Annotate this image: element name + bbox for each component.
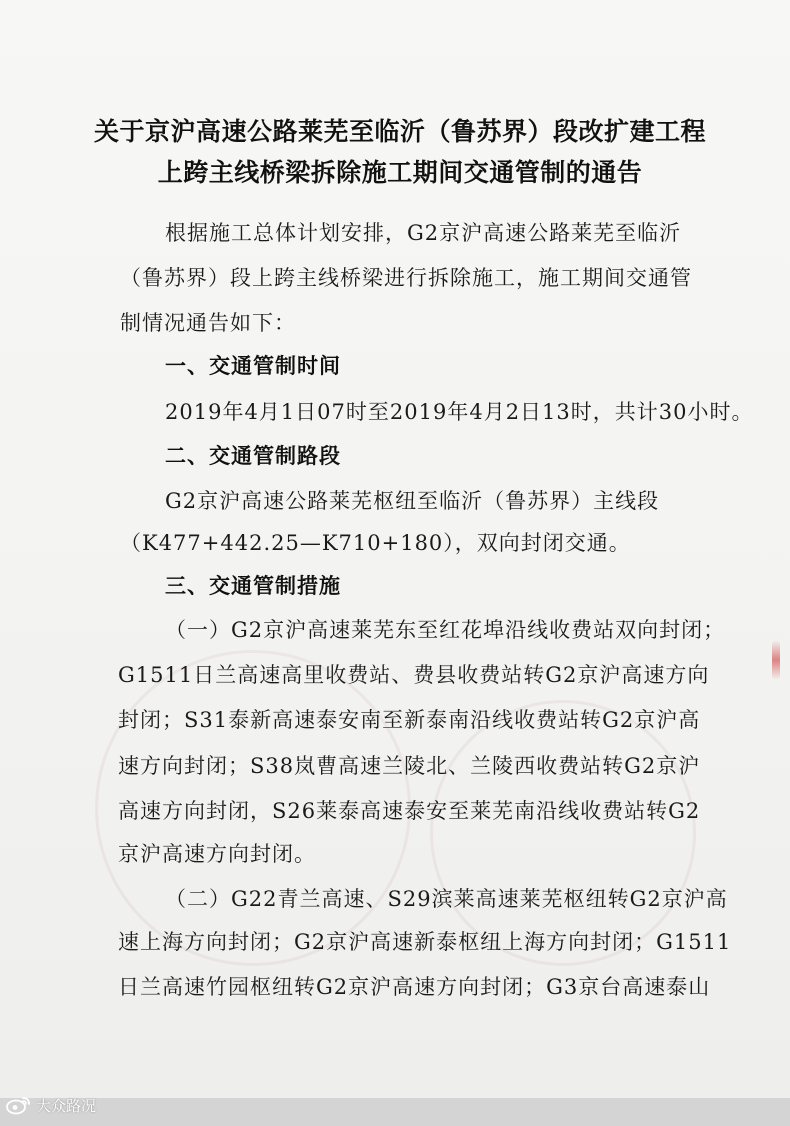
body-line: G2京沪高速公路莱芜枢纽至临沂（鲁苏界）主线段 xyxy=(165,489,660,513)
section-heading-route: 二、交通管制路段 xyxy=(165,443,341,468)
red-ink-mark xyxy=(772,640,780,680)
body-line: 高速方向封闭，S26莱泰高速泰安至莱芜南沿线收费站转G2 xyxy=(118,799,701,823)
notice-title-line-1: 关于京沪高速公路莱芜至临沂（鲁苏界）段改扩建工程 xyxy=(93,117,706,146)
body-line: （K477+442.25—K710+180），双向封闭交通。 xyxy=(120,531,631,555)
weibo-logo-icon xyxy=(6,1095,32,1115)
body-line: 根据施工总体计划安排，G2京沪高速公路莱芜至临沂 xyxy=(165,221,682,245)
body-line: G1511日兰高速高里收费站、费县收费站转G2京沪高速方向 xyxy=(118,663,710,687)
body-line: 日兰高速竹园枢纽转G2京沪高速方向封闭；G3京台高速泰山 xyxy=(118,975,711,999)
body-line: 速方向封闭；S38岚曹高速兰陵北、兰陵西收费站转G2京沪 xyxy=(118,754,701,778)
watermark-text: 大众路况 xyxy=(36,1096,97,1115)
section-heading-measures: 三、交通管制措施 xyxy=(165,573,341,598)
body-line: 制情况通告如下： xyxy=(120,311,296,335)
section-heading-time: 一、交通管制时间 xyxy=(165,353,341,378)
body-line: 速上海方向封闭；G2京沪高速新泰枢纽上海方向封闭；G1511 xyxy=(118,930,732,954)
body-line: 2019年4月1日07时至2019年4月2日13时，共计30小时。 xyxy=(165,400,754,424)
watermark xyxy=(6,1093,96,1117)
body-line: （鲁苏界）段上跨主线桥梁进行拆除施工，施工期间交通管 xyxy=(120,266,692,290)
bottom-bar xyxy=(0,1098,790,1126)
notice-title-line-2: 上跨主线桥梁拆除施工期间交通管制的通告 xyxy=(157,158,643,187)
body-line: （一）G2京沪高速莱芜东至红花埠沿线收费站双向封闭； xyxy=(165,618,726,642)
body-line: 封闭；S31泰新高速泰安南至新泰南沿线收费站转G2京沪高 xyxy=(118,708,701,732)
body-line: （二）G22青兰高速、S29滨莱高速莱芜枢纽转G2京沪高 xyxy=(165,887,728,911)
body-line: 京沪高速方向封闭。 xyxy=(118,842,316,866)
